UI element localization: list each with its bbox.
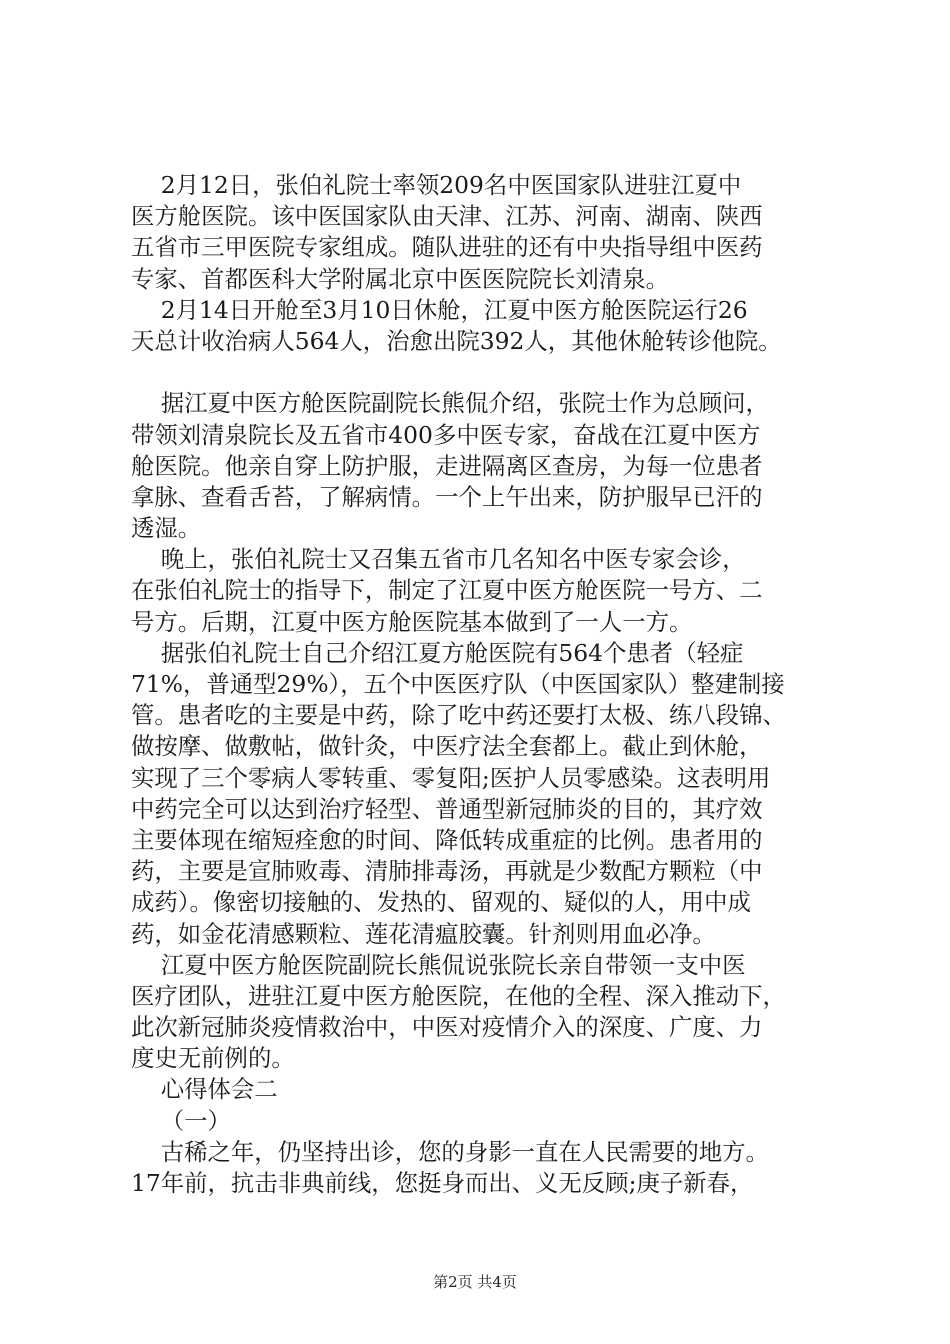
text-line: 此次新冠肺炎疫情救治中，中医对疫情介入的深度、广度、力 bbox=[131, 1013, 763, 1042]
text-line: 据张伯礼院士自己介绍江夏方舱医院有564个患者（轻症 bbox=[131, 638, 744, 667]
text-line: 在张伯礼院士的指导下，制定了江夏中医方舱医院一号方、二 bbox=[131, 576, 763, 605]
page-footer: 第2页 共4页 bbox=[433, 1273, 517, 1291]
text-line: 中药完全可以达到治疗轻型、普通型新冠肺炎的目的，其疗效 bbox=[131, 794, 763, 823]
text-line: 做按摩、做敷帖，做针灸，中医疗法全套都上。截止到休舱， bbox=[131, 732, 763, 761]
text-line: 古稀之年，仍坚持出诊，您的身影一直在人民需要的地方。 bbox=[131, 1137, 769, 1166]
text-line: 舱医院。他亲自穿上防护服，走进隔离区查房，为每一位患者 bbox=[131, 451, 763, 480]
document-body bbox=[131, 170, 831, 1199]
text-line: 71%，普通型29%），五个中医医疗队（中医国家队）整建制接 bbox=[131, 670, 785, 698]
text-line: 药，如金花清感颗粒、莲花清瘟胶囊。针剂则用血必净。 bbox=[131, 919, 716, 948]
text-line: 度史无前例的。 bbox=[131, 1044, 295, 1073]
text-line: 医疗团队，进驻江夏中医方舱医院，在他的全程、深入推动下， bbox=[131, 981, 786, 1010]
text-line: 专家、首都医科大学附属北京中医医院院长刘清泉。 bbox=[131, 264, 669, 293]
text-line: 号方。后期，江夏中医方舱医院基本做到了一人一方。 bbox=[131, 607, 693, 636]
text-line: 透湿。 bbox=[131, 514, 202, 543]
text-line: 2月12日，张伯礼院士率领209名中医国家队进驻江夏中 bbox=[131, 171, 742, 199]
text-line bbox=[131, 357, 831, 388]
text-line: 管。患者吃的主要是中药，除了吃中药还要打太极、练八段锦、 bbox=[131, 701, 786, 730]
text-line: 主要体现在缩短痊愈的时间、降低转成重症的比例。患者用的 bbox=[131, 825, 763, 854]
text-line: 2月14日开舱至3月10日休舱，江夏中医方舱医院运行26 bbox=[131, 295, 748, 324]
text-line: 成药）。像密切接触的、发热的、留观的、疑似的人，用中成 bbox=[131, 888, 751, 917]
text-line: 17年前，抗击非典前线，您挺身而出、义无反顾;庚子新春， bbox=[131, 1169, 754, 1197]
text-line: 五省市三甲医院专家组成。随队进驻的还有中央指导组中医药 bbox=[131, 233, 763, 262]
text-line: 晚上，张伯礼院士又召集五省市几名知名中医专家会诊， bbox=[131, 545, 746, 574]
text-line: 实现了三个零病人零转重、零复阳;医护人员零感染。这表明用 bbox=[131, 763, 771, 792]
text-line: 药，主要是宣肺败毒、清肺排毒汤，再就是少数配方颗粒（中 bbox=[131, 857, 763, 886]
text-line: 带领刘清泉院长及五省市400多中医专家，奋战在江夏中医方 bbox=[131, 420, 761, 449]
text-line: 拿脉、查看舌苔，了解病情。一个上午出来，防护服早已汗的 bbox=[131, 482, 763, 511]
text-line: 天总计收治病人564人，治愈出院392人，其他休舱转诊他院。 bbox=[131, 326, 782, 355]
text-line: （一） bbox=[131, 1106, 231, 1135]
text-line: 江夏中医方舱医院副院长熊侃说张院长亲自带领一支中医 bbox=[131, 950, 746, 979]
text-line: 心得体会二 bbox=[131, 1075, 278, 1104]
text-line: 医方舱医院。该中医国家队由天津、江苏、河南、湖南、陕西 bbox=[131, 202, 763, 231]
text-line: 据江夏中医方舱医院副院长熊侃介绍，张院士作为总顾问， bbox=[131, 389, 769, 418]
